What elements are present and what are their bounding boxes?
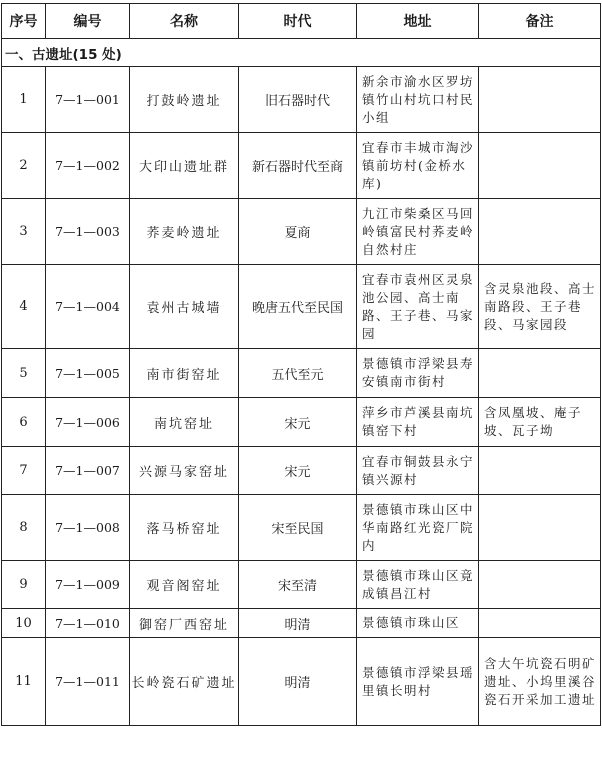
cell-name: 打鼓岭遗址 bbox=[130, 67, 239, 133]
cell-era: 夏商 bbox=[239, 199, 357, 265]
table-row bbox=[2, 133, 601, 199]
cell-address: 景德镇市珠山区中华南路红光瓷厂院内 bbox=[357, 495, 479, 561]
table-row bbox=[2, 609, 601, 638]
cell-seq: 2 bbox=[2, 133, 46, 199]
section-row bbox=[2, 39, 601, 67]
cell-address: 新余市渝水区罗坊镇竹山村坑口村民小组 bbox=[357, 67, 479, 133]
header-row bbox=[2, 4, 601, 39]
cell-era: 宋至民国 bbox=[239, 495, 357, 561]
cell-seq: 1 bbox=[2, 67, 46, 133]
cell-note bbox=[479, 609, 601, 638]
cell-note bbox=[479, 133, 601, 199]
cell-address: 宜春市铜鼓县永宁镇兴源村 bbox=[357, 447, 479, 495]
header-era: 时代 bbox=[239, 4, 357, 39]
cell-note bbox=[479, 447, 601, 495]
cell-era: 新石器时代至商 bbox=[239, 133, 357, 199]
cell-seq: 3 bbox=[2, 199, 46, 265]
cell-address: 萍乡市芦溪县南坑镇窑下村 bbox=[357, 398, 479, 447]
cell-address: 九江市柴桑区马回岭镇富民村荞麦岭自然村庄 bbox=[357, 199, 479, 265]
cell-note: 含凤凰坡、庵子坡、瓦子坳 bbox=[479, 398, 601, 447]
cell-name: 观音阁窑址 bbox=[130, 561, 239, 609]
cell-note bbox=[479, 495, 601, 561]
table-row bbox=[2, 199, 601, 265]
cell-name: 落马桥窑址 bbox=[130, 495, 239, 561]
cell-era: 晚唐五代至民国 bbox=[239, 265, 357, 349]
cell-seq: 4 bbox=[2, 265, 46, 349]
header-name: 名称 bbox=[130, 4, 239, 39]
cell-name: 长岭瓷石矿遗址 bbox=[130, 638, 239, 726]
cell-address: 景德镇市浮梁县寿安镇南市街村 bbox=[357, 349, 479, 398]
cell-era: 明清 bbox=[239, 609, 357, 638]
header-seq: 序号 bbox=[2, 4, 46, 39]
cell-address: 宜春市袁州区灵泉池公园、高士南路、王子巷、马家园 bbox=[357, 265, 479, 349]
cell-era: 宋至清 bbox=[239, 561, 357, 609]
cell-era: 明清 bbox=[239, 638, 357, 726]
cell-code: 7—1—005 bbox=[46, 349, 130, 398]
cell-seq: 5 bbox=[2, 349, 46, 398]
cell-address: 景德镇市珠山区竟成镇昌江村 bbox=[357, 561, 479, 609]
cell-name: 兴源马家窑址 bbox=[130, 447, 239, 495]
table-row bbox=[2, 67, 601, 133]
cell-code: 7—1—002 bbox=[46, 133, 130, 199]
cell-name: 御窑厂西窑址 bbox=[130, 609, 239, 638]
cell-note bbox=[479, 199, 601, 265]
header-note: 备注 bbox=[479, 4, 601, 39]
section-title: 一、古遗址(15 处) bbox=[2, 39, 601, 67]
cell-era: 宋元 bbox=[239, 398, 357, 447]
cell-seq: 8 bbox=[2, 495, 46, 561]
cell-code: 7—1—008 bbox=[46, 495, 130, 561]
cell-code: 7—1—009 bbox=[46, 561, 130, 609]
cell-seq: 10 bbox=[2, 609, 46, 638]
cell-seq: 9 bbox=[2, 561, 46, 609]
cell-note: 含灵泉池段、高士南路段、王子巷段、马家园段 bbox=[479, 265, 601, 349]
cell-name: 袁州古城墙 bbox=[130, 265, 239, 349]
cell-code: 7—1—001 bbox=[46, 67, 130, 133]
cell-name: 大印山遗址群 bbox=[130, 133, 239, 199]
cell-era: 宋元 bbox=[239, 447, 357, 495]
cell-note bbox=[479, 67, 601, 133]
cell-era: 五代至元 bbox=[239, 349, 357, 398]
header-code: 编号 bbox=[46, 4, 130, 39]
cell-seq: 7 bbox=[2, 447, 46, 495]
header-address: 地址 bbox=[357, 4, 479, 39]
cell-era: 旧石器时代 bbox=[239, 67, 357, 133]
cell-name: 南坑窑址 bbox=[130, 398, 239, 447]
cell-address: 景德镇市浮梁县瑶里镇长明村 bbox=[357, 638, 479, 726]
cell-code: 7—1—011 bbox=[46, 638, 130, 726]
table-row bbox=[2, 561, 601, 609]
cell-seq: 6 bbox=[2, 398, 46, 447]
table-row bbox=[2, 265, 601, 349]
cell-address: 宜春市丰城市淘沙镇前坊村(金桥水库) bbox=[357, 133, 479, 199]
cell-note bbox=[479, 349, 601, 398]
cell-code: 7—1—004 bbox=[46, 265, 130, 349]
cell-note: 含大午坑瓷石明矿遗址、小坞里溪谷瓷石开采加工遗址 bbox=[479, 638, 601, 726]
heritage-table bbox=[1, 3, 601, 726]
cell-note bbox=[479, 561, 601, 609]
cell-code: 7—1—003 bbox=[46, 199, 130, 265]
cell-code: 7—1—006 bbox=[46, 398, 130, 447]
table-row bbox=[2, 495, 601, 561]
table-row bbox=[2, 349, 601, 398]
cell-code: 7—1—010 bbox=[46, 609, 130, 638]
cell-address: 景德镇市珠山区 bbox=[357, 609, 479, 638]
table-row bbox=[2, 638, 601, 726]
cell-seq: 11 bbox=[2, 638, 46, 726]
cell-name: 荞麦岭遗址 bbox=[130, 199, 239, 265]
table-row bbox=[2, 447, 601, 495]
cell-code: 7—1—007 bbox=[46, 447, 130, 495]
table-row bbox=[2, 398, 601, 447]
cell-name: 南市街窑址 bbox=[130, 349, 239, 398]
